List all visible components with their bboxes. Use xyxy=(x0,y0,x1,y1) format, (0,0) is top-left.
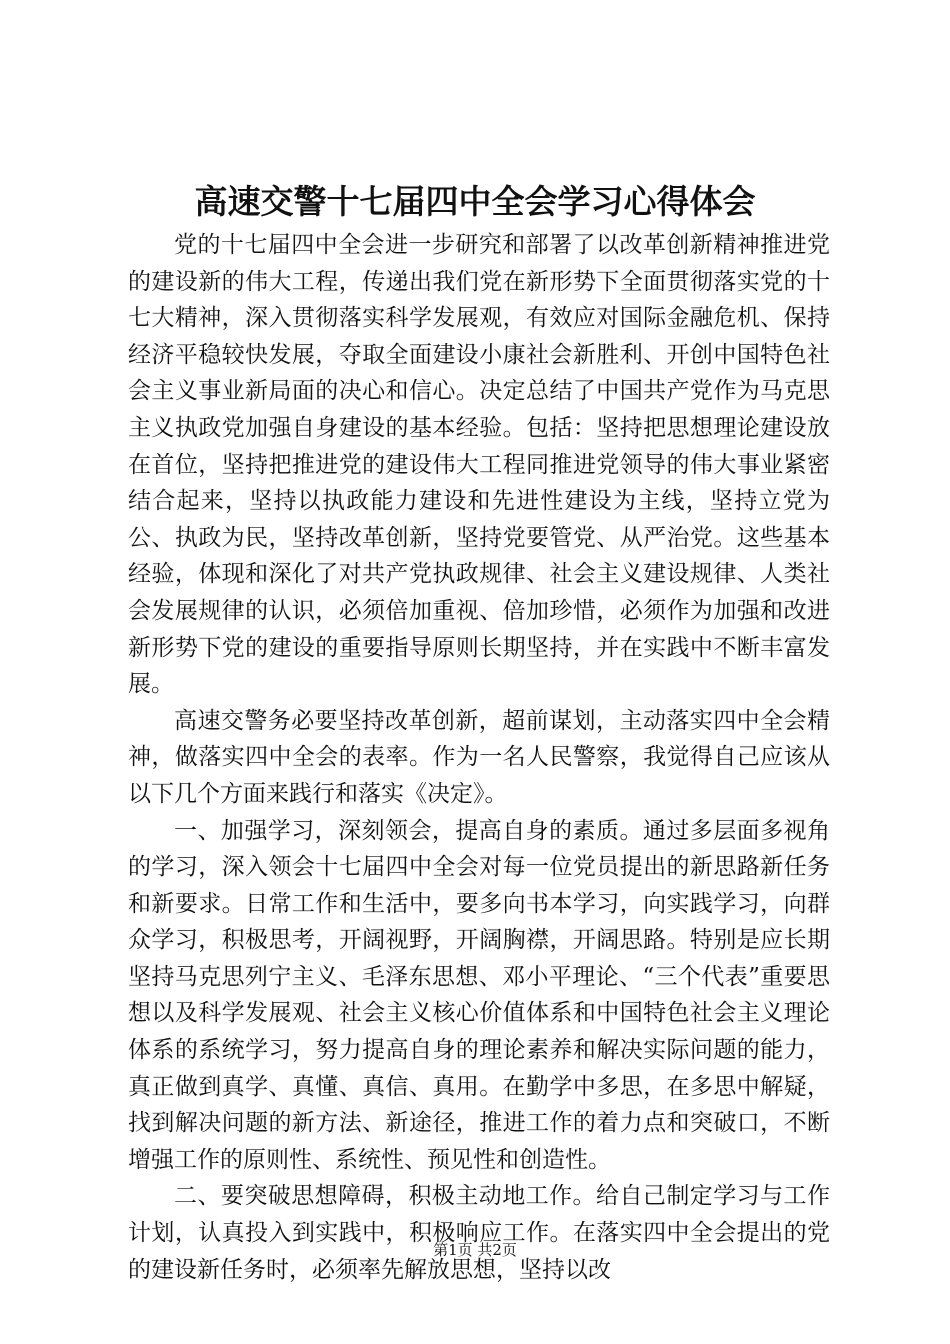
paragraph: 一、加强学习，深刻领会，提高自身的素质。通过多层面多视角的学习，深入领会十七届四中全会对每一位党员提出的新思路新任务和新要求。日常工作和生活中，要多向书本学习，向实践学习，向群众学习，积极思考，开阔视野，开阔胸襟，开阔思路。特别是应长期坚持马克思列宁主义、毛泽东思想、邓小平理论、“三个代表”重要思想以及科学发展观、社会主义核心价值体系和中国特色社会主义理论体系的系统学习，努力提高自身的理论素养和解决实际问题的能力，真正做到真学、真懂、真信、真用。在勤学中多思，在多思中解疑，找到解决问题的新方法、新途径，推进工作的着力点和突破口，不断增强工作的原则性、系统性、预见性和创造性。 xyxy=(128,817,830,1173)
paragraph: 二、要突破思想障碍，积极主动地工作。给自己制定学习与工作计划，认真投入到实践中，积极响应工作。在落实四中全会提出的党的建设新任务时，必须率先解放思想，坚持以改 xyxy=(128,1183,830,1283)
paragraph: 党的十七届四中全会进一步研究和部署了以改革创新精神推进党的建设新的伟大工程，传递出我们党在新形势下全面贯彻落实党的十七大精神，深入贯彻落实科学发展观，有效应对国际金融危机、保持经济平稳较快发展，夺取全面建设小康社会新胜利、开创中国特色社会主义事业新局面的决心和信心。决定总结了中国共产党作为马克思主义执政党加强自身建设的基本经验。包括：坚持把思想理论建设放在首位，坚持把推进党的建设伟大工程同推进党领导的伟大事业紧密结合起来，坚持以执政能力建设和先进性建设为主线，坚持立党为公、执政为民，坚持改革创新，坚持党要管党、从严治党。这些基本经验，体现和深化了对共产党执政规律、社会主义建设规律、人类社会发展规律的认识，必须倍加重视、倍加珍惜，必须作为加强和改进新形势下党的建设的重要指导原则长期坚持，并在实践中不断丰富发展。 xyxy=(128,232,830,698)
paragraph: 高速交警务必要坚持改革创新，超前谋划，主动落实四中全会精神，做落实四中全会的表率。作为一名人民警察，我觉得自己应该从以下几个方面来践行和落实《决定》。 xyxy=(128,707,830,807)
page-number-footer: 第1页 共2页 xyxy=(433,1241,517,1259)
document-title: 高速交警十七届四中全会学习心得体会 xyxy=(194,182,756,221)
document-body xyxy=(128,227,830,1288)
